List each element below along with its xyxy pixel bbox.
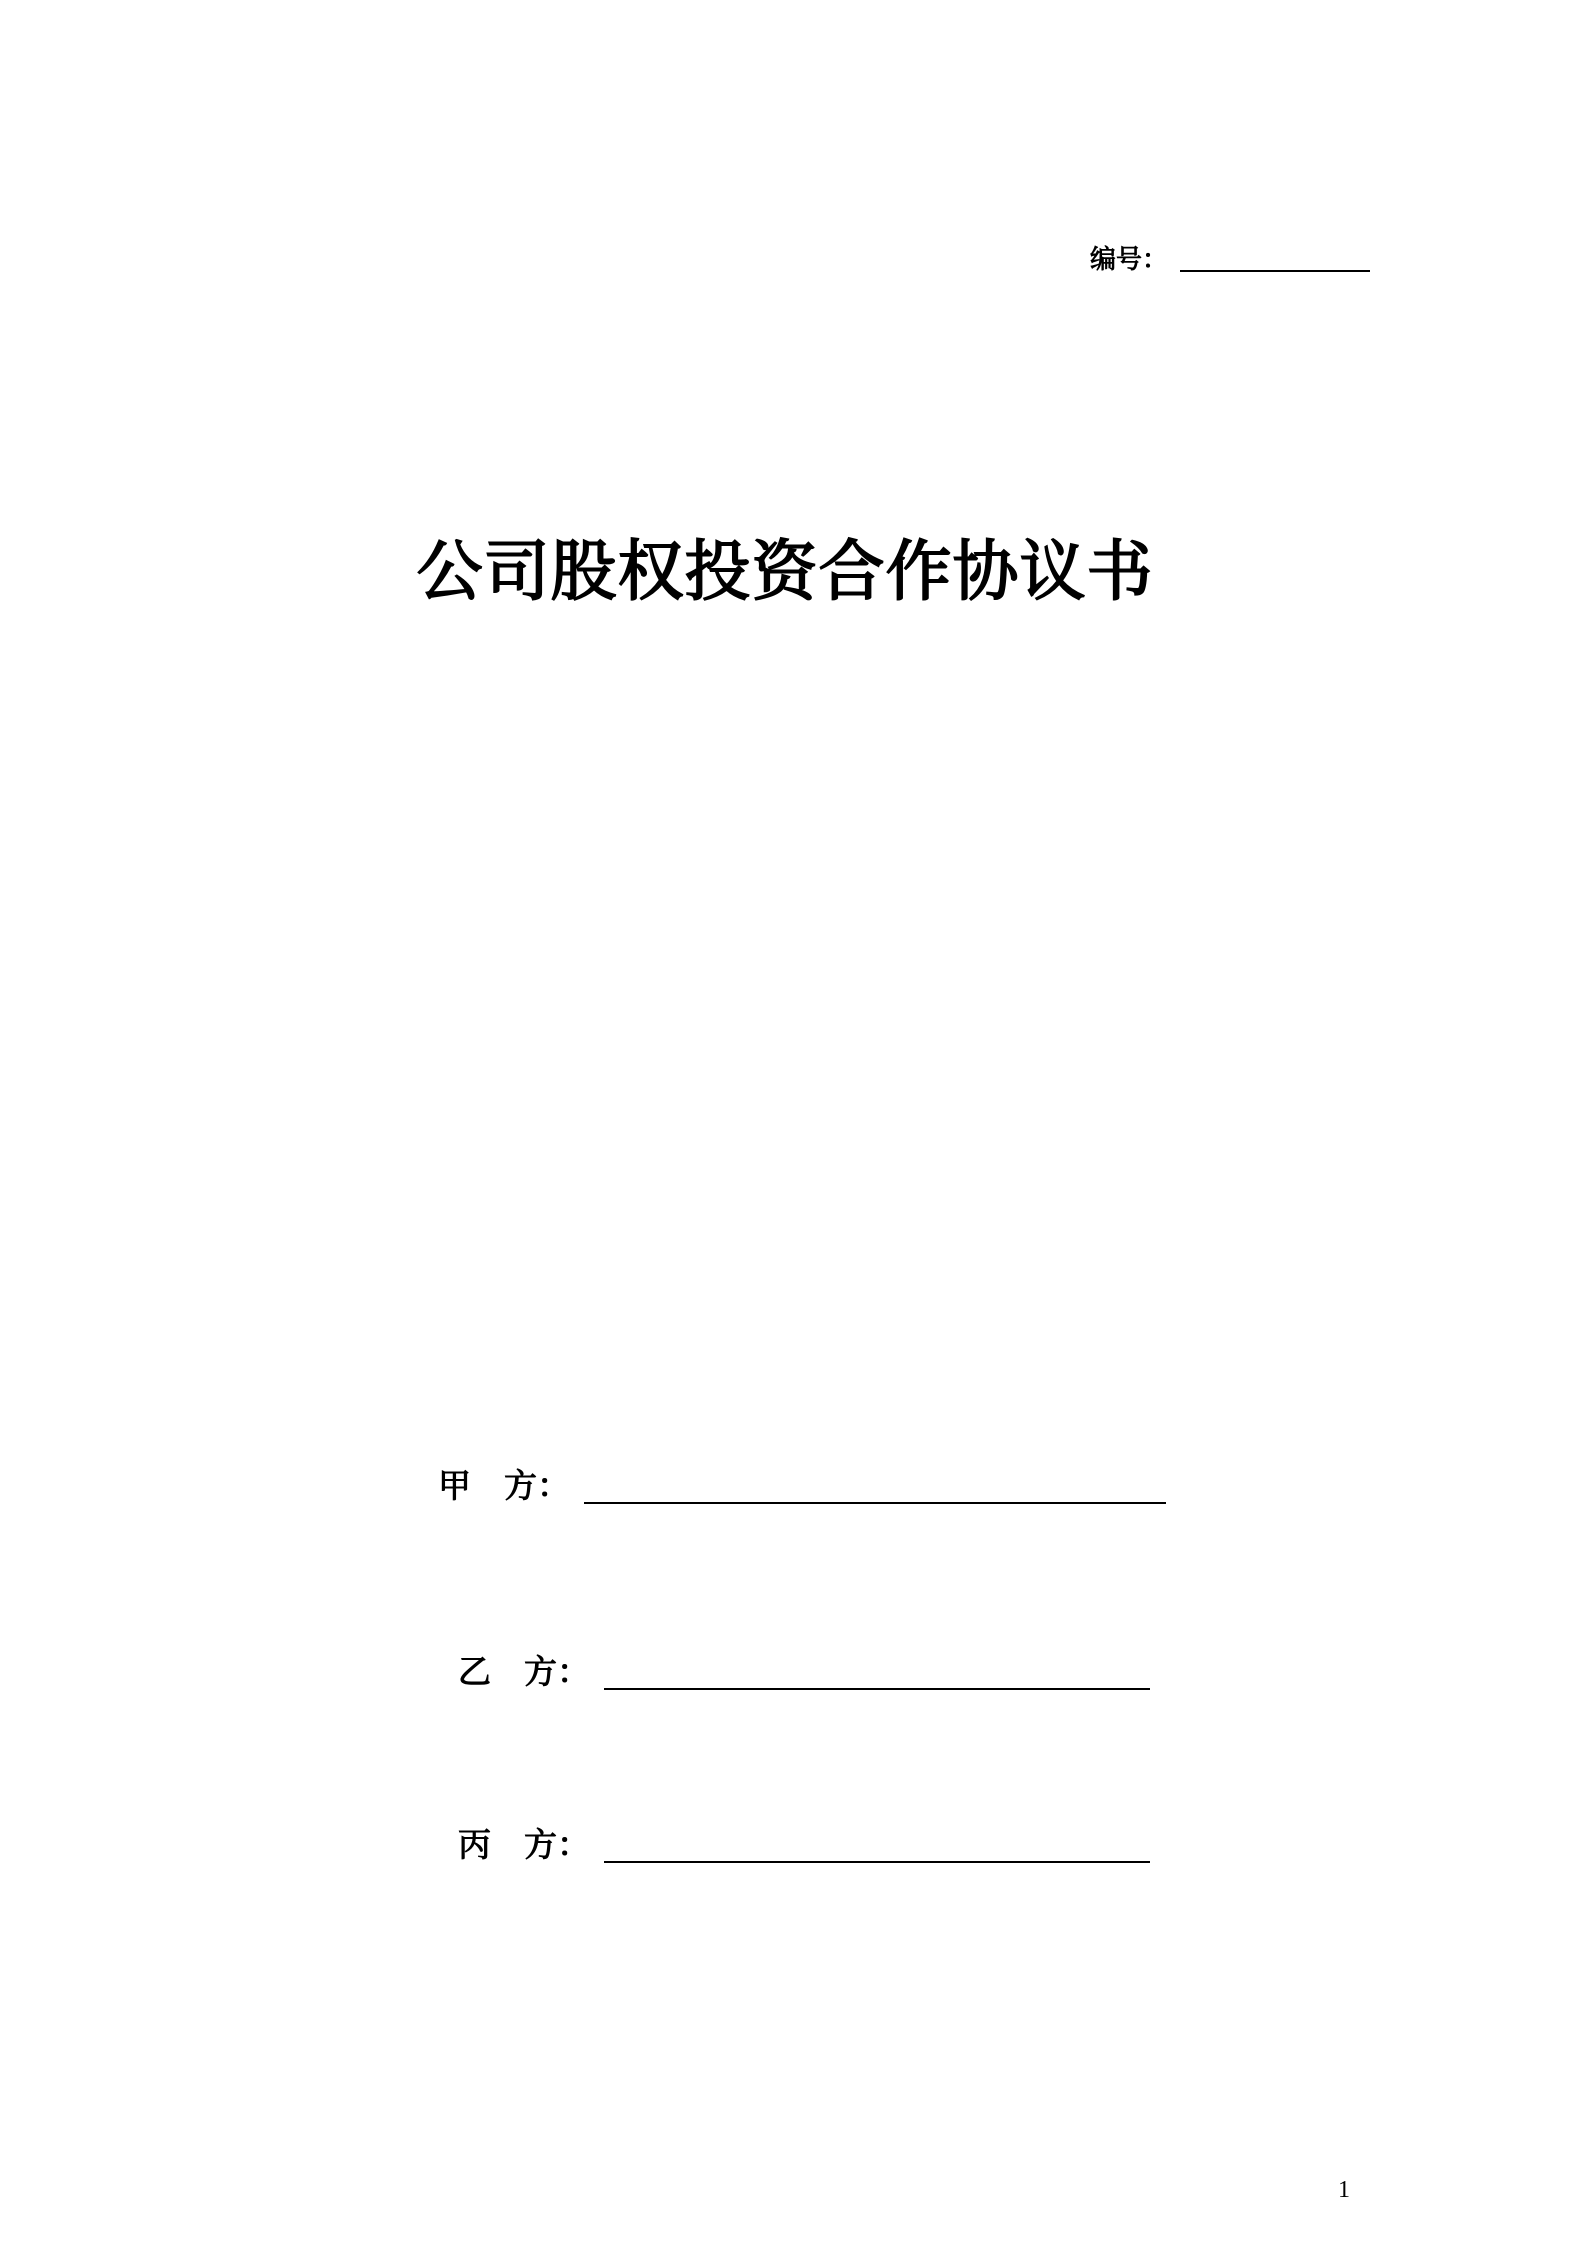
party-c-label: 丙 方：	[458, 1825, 590, 1864]
party-c-field	[458, 1825, 1150, 1865]
serial-number-label: 编号：	[1090, 245, 1169, 275]
party-a-blank-line	[584, 1502, 1166, 1504]
document-title: 公司股权投资合作协议书	[416, 533, 1154, 610]
serial-number-blank-line	[1180, 270, 1370, 272]
party-a-label: 甲 方：	[438, 1466, 570, 1505]
party-a-field	[438, 1466, 1166, 1506]
page-number: 1	[1338, 2177, 1350, 2203]
party-c-blank-line	[604, 1861, 1150, 1863]
serial-number-field	[1090, 244, 1370, 276]
party-b-label: 乙 方：	[458, 1652, 590, 1691]
party-b-field	[458, 1652, 1150, 1692]
party-b-blank-line	[604, 1688, 1150, 1690]
